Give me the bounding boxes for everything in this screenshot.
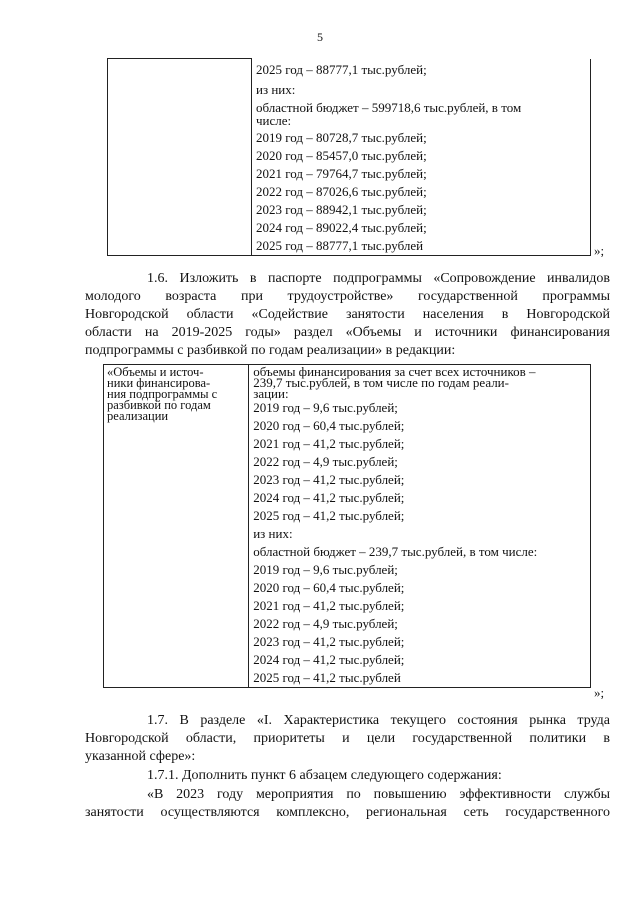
text-line: молодого возраста при трудоустройстве» государственной программы xyxy=(85,289,610,304)
text-line: Новгородской области, приоритеты и цели государственной политики в xyxy=(85,731,610,746)
table2-line: 2021 год – 41,2 тыс.рублей; xyxy=(253,598,405,613)
table2-intro: объемы финансирования за счет всех источников – 239,7 тыс.рублей, в том числе по годам реали- зации: xyxy=(253,364,536,401)
table2-label-line: ники финансирова- xyxy=(107,376,211,390)
table2-line: 2020 год – 60,4 тыс.рублей; xyxy=(253,418,405,433)
table2-line: 2022 год – 4,9 тыс.рублей; xyxy=(253,616,398,631)
table2-line: 2024 год – 41,2 тыс.рублей; xyxy=(253,652,405,667)
table2-line: 2022 год – 4,9 тыс.рублей; xyxy=(253,454,398,469)
financing-table-continued xyxy=(107,58,591,256)
table2-label-line: разбивкой по годам xyxy=(107,398,211,412)
text-line: занятости осуществляются комплексно, региональная сеть государственного xyxy=(85,805,610,820)
table2-label-cell xyxy=(104,365,249,688)
paragraph-1-7 xyxy=(85,712,610,766)
table2-value-cell xyxy=(249,365,591,688)
table2-line: 2023 год – 41,2 тыс.рублей; xyxy=(253,472,405,487)
table2-line: 2019 год – 9,6 тыс.рублей; xyxy=(253,400,398,415)
text-line: Новгородской области «Содействие занятости населения в Новгородской xyxy=(85,307,610,322)
text-line: области на 2019-2025 годы» раздел «Объемы и источники финансирования xyxy=(85,325,610,340)
table2-line: 2024 год – 41,2 тыс.рублей; xyxy=(253,490,405,505)
table2-line: 2025 год – 41,2 тыс.рублей; xyxy=(253,508,405,523)
text-line: 1.7.1. Дополнить пункт 6 абзацем следующего содержания: xyxy=(147,768,502,783)
table2-line: 2023 год – 41,2 тыс.рублей; xyxy=(253,634,405,649)
table2-line: 2019 год – 9,6 тыс.рублей; xyxy=(253,562,398,577)
table2-label-line: ния подпрограммы с xyxy=(107,387,218,401)
table2-line: областной бюджет – 239,7 тыс.рублей, в том числе: xyxy=(253,544,538,559)
table1-label-cell xyxy=(108,59,252,256)
table2-line: 2020 год – 60,4 тыс.рублей; xyxy=(253,580,405,595)
text-line: 1.6. Изложить в паспорте подпрограммы «Сопровождение инвалидов xyxy=(147,271,610,286)
table1-line: 2024 год – 89022,4 тыс.рублей; xyxy=(256,219,427,235)
table1-line: из них: xyxy=(256,81,296,97)
table1-closing-quote: »; xyxy=(594,243,605,258)
page-number: 5 xyxy=(317,30,323,44)
table1-line: 2025 год – 88777,1 тыс.рублей xyxy=(256,237,424,253)
text-line: указанной сфере»: xyxy=(85,749,196,764)
table2-line: 2025 год – 41,2 тыс.рублей xyxy=(253,670,401,685)
table1-value-cell xyxy=(252,59,591,256)
table1-line: 2023 год – 88942,1 тыс.рублей; xyxy=(256,201,427,217)
text-line: «В 2023 году мероприятия по повышению эффективности службы xyxy=(147,787,610,802)
table1-line: 2025 год – 88777,1 тыс.рублей; xyxy=(256,61,427,77)
text-line: 1.7. В разделе «I. Характеристика текущего состояния рынка труда xyxy=(147,713,610,728)
table2-line: 2021 год – 41,2 тыс.рублей; xyxy=(253,436,405,451)
financing-table xyxy=(103,364,591,688)
table1-line: 2021 год – 79764,7 тыс.рублей; xyxy=(256,165,427,181)
table2-closing-quote: »; xyxy=(594,685,605,700)
table1-line: 2022 год – 87026,6 тыс.рублей; xyxy=(256,183,427,199)
table2-label-line: реализации xyxy=(107,409,169,423)
table2-label-line: «Объемы и источ- xyxy=(107,365,204,379)
paragraph-1-7-1 xyxy=(85,767,610,785)
table2-line: из них: xyxy=(253,526,293,541)
text-line: подпрограммы с разбивкой по годам реализации» в редакции: xyxy=(85,343,456,358)
paragraph-quote xyxy=(85,786,610,822)
table1-line: 2019 год – 80728,7 тыс.рублей; xyxy=(256,129,427,145)
table1-line: 2020 год – 85457,0 тыс.рублей; xyxy=(256,147,427,163)
table1-line: областной бюджет – 599718,6 тыс.рублей, в том числе: xyxy=(256,99,522,128)
paragraph-1-6 xyxy=(85,270,610,360)
